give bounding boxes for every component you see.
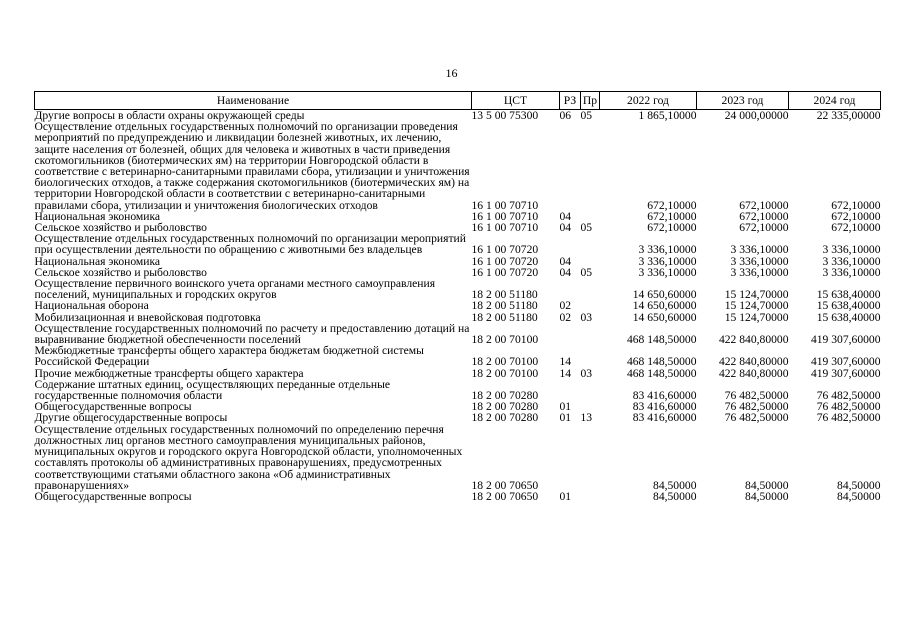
row-value-2024: 84,50000: [837, 478, 881, 492]
row-cst: 16 1 00 70710: [471, 221, 539, 235]
row-value-2024: 15 638,40000: [816, 310, 881, 324]
row-value-2023: 76 482,50000: [724, 411, 789, 425]
row-value-2023: 15 124,70000: [724, 288, 789, 302]
row-name: Сельское хозяйство и рыболовство: [34, 221, 207, 235]
row-value-2022: 672,10000: [647, 198, 697, 212]
row-value-2024: 672,10000: [831, 209, 881, 223]
row-value-2023: 84,50000: [745, 478, 789, 492]
row-rz: 06: [559, 109, 572, 122]
row-rz: 04: [559, 265, 572, 279]
row-rz: 01: [559, 411, 572, 425]
row-value-2023: 422 840,80000: [718, 366, 789, 380]
row-value-2022: 83 416,60000: [632, 411, 697, 425]
row-value-2023: 76 482,50000: [724, 389, 789, 403]
row-value-2024: 419 307,60000: [810, 366, 881, 380]
row-value-2023: 422 840,80000: [718, 355, 789, 369]
row-value-2023: 24 000,00000: [724, 109, 789, 122]
row-value-2024: 419 307,60000: [810, 333, 881, 347]
row-pr: [581, 233, 600, 255]
row-value-2024: 419 307,60000: [810, 355, 881, 369]
row-name: Другие вопросы в области охраны окружающей среды: [34, 109, 305, 122]
row-name: Сельское хозяйство и рыболовство: [34, 265, 207, 279]
row-rz: [560, 233, 581, 255]
row-cst: 18 2 00 70280: [471, 411, 539, 425]
row-value-2022: 3 336,10000: [638, 265, 697, 279]
row-name: Осуществление отдельных государственных полномочий по организации мероприятий при осуществлении деятельности по обращению с животными без владельцев: [34, 232, 466, 257]
row-value-2023: 3 336,10000: [730, 243, 789, 257]
row-pr: [581, 323, 600, 345]
row-name: Осуществление отдельных государственных полномочий по организации проведения мероприятий по предупреждению и ликвидации болезней животных, их лечению, защите населения от болезней, общих для человека и животных в части приведения скотомогильников (биотермических ям) на территории Новгородской области в соответствие с ветеринарно-санитарными правилами сбора, утилизации и уничтожения биологических отходов, а также содержания скотомогильников (биотермических ям) на территории Новгородской области в соответствии с ветеринарно-санитарными правилами сбора, утилизации и уничтожения биологических отходов: [34, 120, 470, 212]
row-rz: 01: [559, 489, 572, 503]
row-value-2022: 14 650,60000: [632, 310, 697, 324]
row-value-2022: 1 865,10000: [638, 109, 697, 122]
row-value-2024: 76 482,50000: [816, 389, 881, 403]
row-cst: 18 2 00 51180: [471, 288, 538, 302]
row-pr: [581, 379, 600, 401]
row-pr: 05: [580, 109, 593, 122]
row-name: Содержание штатных единиц, осуществляющих переданные отдельные государственные полномочия области: [34, 377, 391, 403]
row-name: Осуществление отдельных государственных полномочий по определению перечня должностных лиц органов местного самоуправления муниципальных районов, муниципальных округов и городского округа Новгородской области, уполномоченных составлять протоколы об административных правонарушениях, предусмотренных соответствующими статьями областного закона «Об административных правонарушениях»: [34, 422, 463, 492]
row-cst: 16 1 00 70710: [471, 209, 539, 223]
table-row: [35, 278, 881, 300]
row-value-2024: 3 336,10000: [822, 265, 881, 279]
header-2024: 2024 год: [789, 92, 881, 110]
row-pr: 03: [580, 366, 593, 380]
row-cst: 18 2 00 70280: [471, 400, 539, 414]
row-value-2023: 15 124,70000: [724, 310, 789, 324]
row-value-2024: 3 336,10000: [822, 243, 881, 257]
row-cst: 18 2 00 70100: [471, 366, 539, 380]
row-pr: 05: [580, 221, 593, 235]
header-cst: ЦСТ: [472, 92, 560, 110]
row-value-2024: 22 335,00000: [816, 109, 881, 122]
row-value-2023: 422 840,80000: [718, 333, 789, 347]
row-rz: [560, 278, 581, 300]
table-row: [35, 412, 881, 423]
row-value-2023: 672,10000: [739, 198, 789, 212]
row-value-2023: 15 124,70000: [724, 299, 789, 313]
row-rz: 02: [559, 310, 572, 324]
table-row: [35, 300, 881, 311]
table-row: [35, 491, 881, 502]
row-cst: 16 1 00 70710: [471, 198, 539, 212]
row-pr: 13: [580, 411, 593, 425]
row-value-2024: 3 336,10000: [822, 254, 881, 268]
row-name: Национальная оборона: [34, 299, 149, 313]
row-value-2022: 468 148,50000: [626, 366, 697, 380]
row-name: Общегосударственные вопросы: [34, 400, 192, 414]
row-value-2024: 76 482,50000: [816, 400, 881, 414]
table-row: [35, 121, 881, 211]
row-value-2023: 672,10000: [739, 221, 789, 235]
row-cst: 18 2 00 70280: [471, 389, 539, 403]
table-row: [35, 379, 881, 401]
table-row: [35, 323, 881, 345]
row-name: Межбюджетные трансферты общего характера бюджетам бюджетной системы Российской Федерации: [34, 344, 424, 369]
row-pr: [581, 278, 600, 300]
row-cst: 18 2 00 70650: [471, 478, 539, 492]
row-value-2022: 14 650,60000: [632, 299, 697, 313]
row-rz: [560, 424, 581, 491]
row-value-2023: 3 336,10000: [730, 265, 789, 279]
row-value-2022: 84,50000: [653, 478, 697, 492]
header-2022: 2022 год: [600, 92, 697, 110]
row-pr: [581, 300, 600, 311]
row-cst: 18 2 00 51180: [471, 299, 538, 313]
row-value-2022: 83 416,60000: [632, 400, 697, 414]
table-body: [35, 110, 881, 503]
row-pr: [581, 424, 600, 491]
row-name: Осуществление государственных полномочий по расчету и предоставлению дотаций на выравнивание бюджетной обеспеченности поселений: [34, 321, 470, 347]
header-rz: РЗ: [560, 92, 581, 110]
row-value-2024: 672,10000: [831, 198, 881, 212]
row-rz: 14: [559, 366, 572, 380]
row-rz: 04: [559, 209, 572, 223]
header-name: Наименование: [35, 92, 472, 110]
row-value-2024: 15 638,40000: [816, 299, 881, 313]
row-value-2022: 3 336,10000: [638, 254, 697, 268]
row-value-2023: 672,10000: [739, 209, 789, 223]
row-pr: 03: [580, 310, 593, 324]
row-value-2023: 76 482,50000: [724, 400, 789, 414]
row-value-2022: 468 148,50000: [626, 333, 697, 347]
row-rz: 04: [559, 221, 572, 235]
row-name: Осуществление первичного воинского учета органами местного самоуправления поселений, муниципальных и городских округов: [34, 277, 436, 302]
page-number: 16: [445, 66, 458, 80]
budget-table: [34, 91, 881, 502]
row-name: Мобилизационная и вневойсковая подготовка: [34, 310, 261, 324]
row-value-2024: 76 482,50000: [816, 411, 881, 425]
table-row: [35, 424, 881, 491]
row-cst: 16 1 00 70720: [471, 265, 539, 279]
row-value-2022: 14 650,60000: [632, 288, 697, 302]
table-header-row: [35, 92, 881, 110]
row-value-2022: 3 336,10000: [638, 243, 697, 257]
row-name: Национальная экономика: [34, 254, 161, 268]
row-value-2024: 15 638,40000: [816, 288, 881, 302]
row-name: Национальная экономика: [34, 209, 161, 223]
row-cst: 16 1 00 70720: [471, 243, 539, 257]
row-rz: 01: [559, 400, 572, 414]
row-cst: 18 2 00 70100: [471, 355, 539, 369]
row-rz: 02: [559, 299, 572, 313]
row-value-2022: 84,50000: [653, 489, 697, 503]
row-value-2024: 84,50000: [837, 489, 881, 503]
row-cst: 18 2 00 70650: [471, 489, 539, 503]
row-value-2022: 672,10000: [647, 209, 697, 223]
row-pr: [581, 345, 600, 367]
row-cst: 18 2 00 70100: [471, 333, 539, 347]
row-value-2022: 83 416,60000: [632, 389, 697, 403]
header-2023: 2023 год: [697, 92, 789, 110]
row-name: Прочие межбюджетные трансферты общего характера: [34, 366, 304, 380]
table-row: [35, 233, 881, 255]
row-name: Общегосударственные вопросы: [34, 489, 192, 503]
row-value-2023: 3 336,10000: [730, 254, 789, 268]
row-cst: 18 2 00 51180: [471, 310, 538, 324]
row-pr: [581, 121, 600, 211]
row-name: Другие общегосударственные вопросы: [34, 411, 228, 425]
row-rz: [560, 379, 581, 401]
row-rz: 04: [559, 254, 572, 268]
header-pr: Пр: [581, 92, 600, 110]
row-value-2023: 84,50000: [745, 489, 789, 503]
row-cst: 13 5 00 75300: [471, 109, 539, 122]
row-rz: 14: [559, 355, 572, 369]
row-value-2024: 672,10000: [831, 221, 881, 235]
row-pr: [581, 491, 600, 502]
row-pr: 05: [580, 265, 593, 279]
row-rz: [560, 323, 581, 345]
row-value-2022: 468 148,50000: [626, 355, 697, 369]
row-cst: 16 1 00 70720: [471, 254, 539, 268]
table-row: [35, 345, 881, 367]
row-rz: [560, 121, 581, 211]
row-value-2022: 672,10000: [647, 221, 697, 235]
